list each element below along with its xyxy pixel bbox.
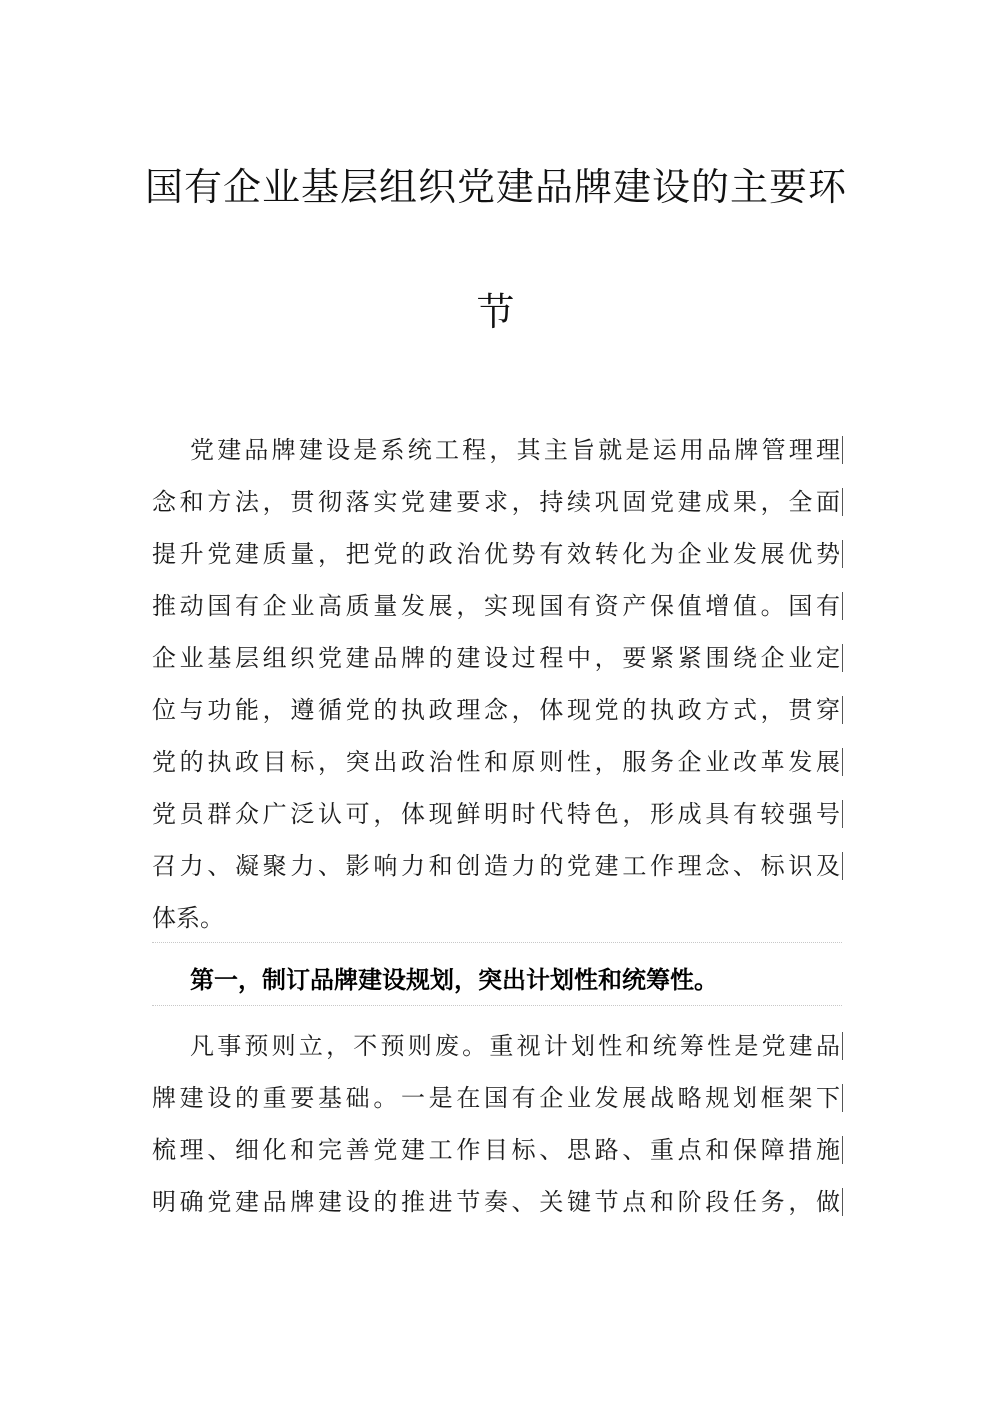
document-title-line-1: 国有企业基层组织党建品牌建设的主要环 <box>144 165 847 209</box>
line-edge-marker <box>842 540 843 568</box>
line-edge-marker <box>842 436 843 464</box>
line-edge-marker <box>842 1084 843 1112</box>
line-edge-marker <box>842 696 843 724</box>
section-line: 明确党建品牌建设的推进节奏、关键节点和阶段任务，做 <box>152 1188 840 1216</box>
document-title-line-2: 节 <box>476 290 516 334</box>
intro-line: 召力、凝聚力、影响力和创造力的党建工作理念、标识及 <box>152 852 840 880</box>
intro-line: 企业基层组织党建品牌的建设过程中，要紧紧围绕企业定 <box>152 644 840 672</box>
line-edge-marker <box>842 748 843 776</box>
line-edge-marker <box>842 592 843 620</box>
line-edge-marker <box>842 800 843 828</box>
line-edge-marker <box>842 852 843 880</box>
line-edge-marker <box>842 1032 843 1060</box>
paragraph-separator <box>152 942 842 943</box>
intro-line: 体系。 <box>152 904 224 932</box>
line-edge-marker <box>842 488 843 516</box>
paragraph-separator <box>152 1005 842 1006</box>
intro-line: 党建品牌建设是系统工程，其主旨就是运用品牌管理理 <box>190 436 840 464</box>
line-edge-marker <box>842 1188 843 1216</box>
section-heading: 第一，制订品牌建设规划，突出计划性和统筹性。 <box>190 966 718 994</box>
intro-line: 党的执政目标，突出政治性和原则性，服务企业改革发展 <box>152 748 840 776</box>
intro-line: 位与功能，遵循党的执政理念，体现党的执政方式，贯穿 <box>152 696 840 724</box>
intro-line: 推动国有企业高质量发展，实现国有资产保值增值。国有 <box>152 592 840 620</box>
section-line: 梳理、细化和完善党建工作目标、思路、重点和保障措施 <box>152 1136 840 1164</box>
intro-line: 党员群众广泛认可，体现鲜明时代特色，形成具有较强号 <box>152 800 840 828</box>
line-edge-marker <box>842 644 843 672</box>
intro-line: 念和方法，贯彻落实党建要求，持续巩固党建成果，全面 <box>152 488 840 516</box>
line-edge-marker <box>842 1136 843 1164</box>
section-line: 牌建设的重要基础。一是在国有企业发展战略规划框架下 <box>152 1084 840 1112</box>
intro-line: 提升党建质量，把党的政治优势有效转化为企业发展优势 <box>152 540 840 568</box>
section-line: 凡事预则立，不预则废。重视计划性和统筹性是党建品 <box>190 1032 840 1060</box>
